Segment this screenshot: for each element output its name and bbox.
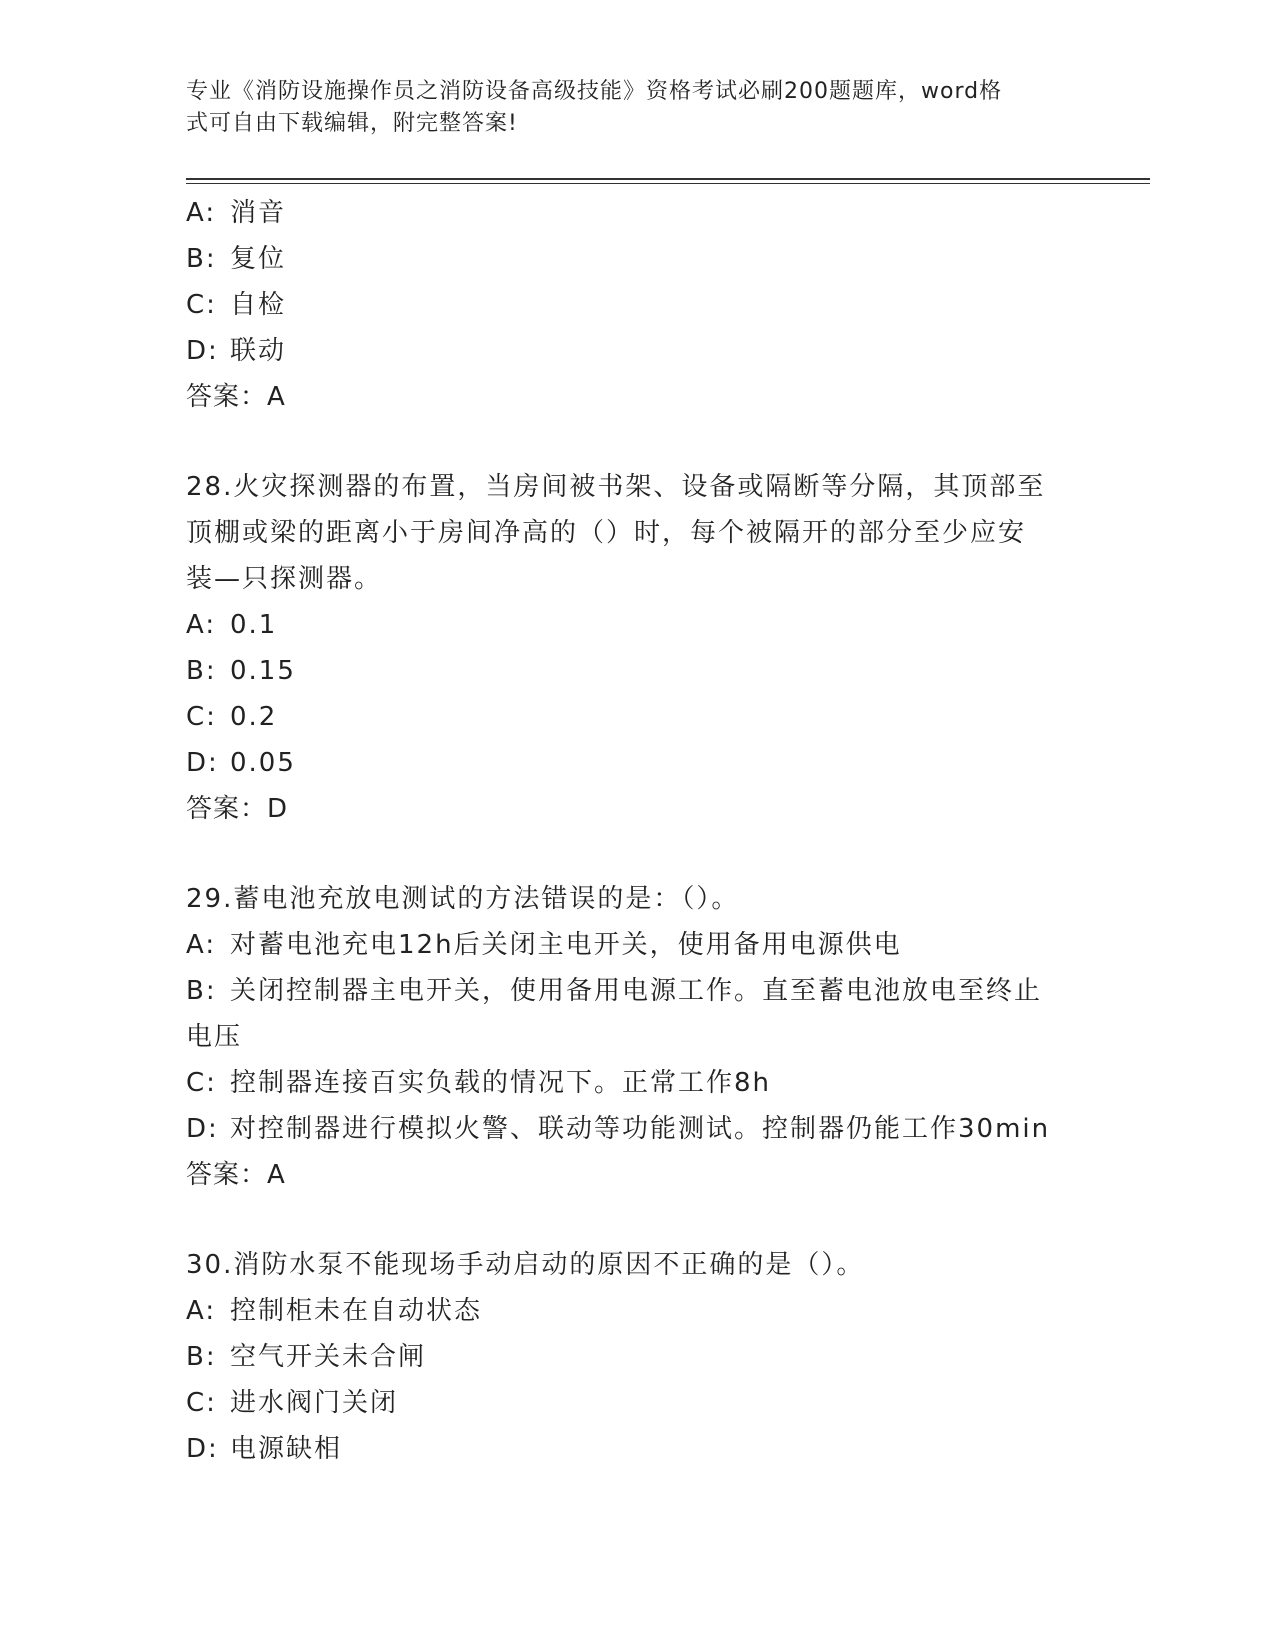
option-c xyxy=(186,282,1086,328)
option-text: 空气开关未合闸 xyxy=(230,1342,427,1372)
question-stem-line: 28.火灾探测器的布置，当房间被书架、设备或隔断等分隔，其顶部至 xyxy=(186,472,1046,502)
option-b-continuation: 电压 xyxy=(186,1022,243,1052)
question-stem-line: 顶棚或梁的距离小于房间净高的（）时，每个被隔开的部分至少应安 xyxy=(186,518,1027,548)
option-text: 控制柜未在自动状态 xyxy=(230,1296,483,1326)
option-key: D: xyxy=(186,748,219,778)
option-key: C: xyxy=(186,1388,217,1418)
answer-line: 答案：D xyxy=(186,794,289,824)
option-key: B: xyxy=(186,976,217,1006)
option-key: A: xyxy=(186,1296,217,1326)
option-d xyxy=(186,328,1086,374)
option-d xyxy=(186,1426,1086,1472)
option-text: 自检 xyxy=(230,290,287,320)
option-key: D: xyxy=(186,1114,219,1144)
option-key: B: xyxy=(186,1342,217,1372)
option-text: 0.15 xyxy=(230,656,296,686)
option-text: 复位 xyxy=(230,244,287,274)
document-header xyxy=(186,76,1066,140)
option-text: 电源缺相 xyxy=(230,1434,343,1464)
answer-line: 答案：A xyxy=(186,1160,286,1190)
header-line-2: 式可自由下载编辑，附完整答案! xyxy=(186,111,518,136)
spacer xyxy=(186,832,1086,876)
option-text: 0.1 xyxy=(230,610,278,640)
question-stem-line: 30.消防水泵不能现场手动启动的原因不正确的是（）。 xyxy=(186,1250,865,1280)
option-key: A: xyxy=(186,198,217,228)
option-text: 0.2 xyxy=(230,702,278,732)
option-text: 控制器连接百实负载的情况下。正常工作8h xyxy=(230,1068,772,1098)
question-27-options xyxy=(186,190,1086,420)
question-stem-line: 29.蓄电池充放电测试的方法错误的是：（）。 xyxy=(186,884,740,914)
option-b xyxy=(186,968,1086,1014)
option-a xyxy=(186,602,1086,648)
option-c xyxy=(186,1060,1086,1106)
option-key: A: xyxy=(186,610,217,640)
spacer xyxy=(186,1198,1086,1242)
option-key: B: xyxy=(186,244,217,274)
header-rule-thick xyxy=(186,178,1150,180)
header-rule-thin xyxy=(186,183,1150,184)
question-30 xyxy=(186,1242,1086,1472)
header-line-1: 专业《消防设施操作员之消防设备高级技能》资格考试必刷200题题库，word格 xyxy=(186,79,1003,104)
option-b xyxy=(186,236,1086,282)
question-content xyxy=(186,190,1086,1472)
option-d xyxy=(186,740,1086,786)
option-text: 对控制器进行模拟火警、联动等功能测试。控制器仍能工作30min xyxy=(230,1114,1051,1144)
option-key: D: xyxy=(186,1434,219,1464)
spacer xyxy=(186,420,1086,464)
option-d xyxy=(186,1106,1086,1152)
option-text: 0.05 xyxy=(230,748,296,778)
option-a xyxy=(186,1288,1086,1334)
option-b xyxy=(186,648,1086,694)
option-a xyxy=(186,190,1086,236)
option-a xyxy=(186,922,1086,968)
option-c xyxy=(186,694,1086,740)
option-text: 进水阀门关闭 xyxy=(230,1388,399,1418)
option-text: 消音 xyxy=(230,198,287,228)
answer-line: 答案：A xyxy=(186,382,286,412)
option-text: 关闭控制器主电开关，使用备用电源工作。直至蓄电池放电至终止 xyxy=(230,976,1043,1006)
option-key: D: xyxy=(186,336,219,366)
option-c xyxy=(186,1380,1086,1426)
option-key: B: xyxy=(186,656,217,686)
option-key: C: xyxy=(186,1068,217,1098)
question-29 xyxy=(186,876,1086,1198)
question-stem-line: 装—只探测器。 xyxy=(186,564,383,594)
option-text: 对蓄电池充电12h后关闭主电开关，使用备用电源供电 xyxy=(230,930,902,960)
option-key: C: xyxy=(186,702,217,732)
option-key: C: xyxy=(186,290,217,320)
option-key: A: xyxy=(186,930,217,960)
option-text: 联动 xyxy=(230,336,287,366)
question-28 xyxy=(186,464,1086,832)
option-b xyxy=(186,1334,1086,1380)
